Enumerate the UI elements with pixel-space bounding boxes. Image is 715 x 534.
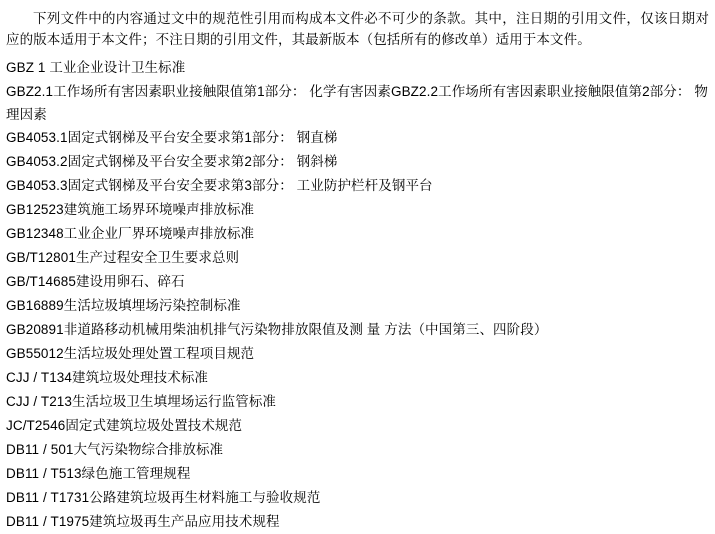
list-item: GB/T12801生产过程安全卫生要求总则 — [6, 250, 240, 265]
list-item: CJJ / T213生活垃圾卫生填埋场运行监管标准 — [6, 394, 277, 409]
list-item: DB11 / T513绿色施工管理规程 — [6, 466, 191, 481]
list-item: GB12348工业企业厂界环境噪声排放标准 — [6, 226, 255, 241]
list-item: GB4053.3固定式钢梯及平台安全要求第3部分： 工业防护栏杆及钢平台 — [6, 178, 433, 193]
list-item: DB11 / 501大气污染物综合排放标准 — [6, 442, 224, 457]
list-item: DB11 / T1975建筑垃圾再生产品应用技术规程 — [6, 514, 280, 529]
list-item: GB/T14685建设用卵石、碎石 — [6, 274, 185, 289]
list-item: DB11 / T1731公路建筑垃圾再生材料施工与验收规范 — [6, 490, 321, 505]
list-item: CJJ / T134建筑垃圾处理技术标准 — [6, 370, 209, 385]
list-item: GB55012生活垃圾处理处置工程项目规范 — [6, 346, 255, 361]
normative-references-intro: 下列文件中的内容通过文中的规范性引用而构成本文件必不可少的条款。其中，注日期的引用文件，仅该日期对应的版本适用于本文件；不注日期的引用文件，其最新版本（包括所有的修改单）适用于本文件。 — [6, 11, 709, 47]
list-item: GB4053.1固定式钢梯及平台安全要求第1部分： 钢直梯 — [6, 130, 338, 145]
list-item: JC/T2546固定式建筑垃圾处置技术规范 — [6, 418, 243, 433]
list-item: GB12523建筑施工场界环境噪声排放标准 — [6, 202, 255, 217]
list-item: GBZ2.1工作场所有害因素职业接触限值第1部分： 化学有害因素GBZ2.2工作场所有害因素职业接触限值第2部分： 物理因素 — [6, 84, 708, 122]
list-item: GBZ 1 工业企业设计卫生标准 — [6, 60, 186, 75]
list-item: GB16889生活垃圾填埋场污染控制标准 — [6, 298, 241, 313]
list-item: GB20891非道路移动机械用柴油机排气污染物排放限值及测 量 方法（中国第三、四阶段） — [6, 322, 548, 337]
list-item: GB4053.2固定式钢梯及平台安全要求第2部分： 钢斜梯 — [6, 154, 338, 169]
standards-list — [6, 56, 709, 534]
